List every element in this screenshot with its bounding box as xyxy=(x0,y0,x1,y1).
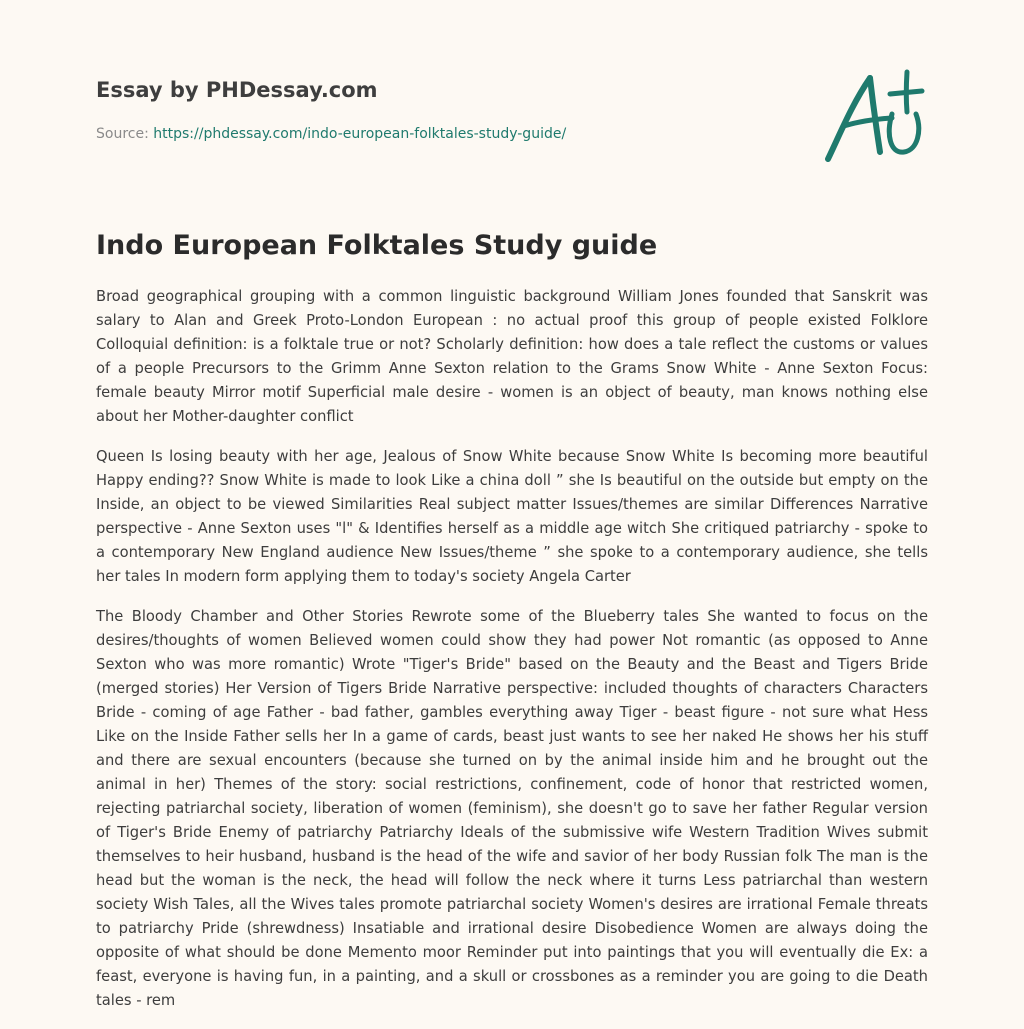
article-paragraph: Broad geographical grouping with a common linguistic background William Jones founded that Sanskrit was salary to Alan and Greek Proto-London European : no actual proof this group of people existed Folklore Colloquial definition: is a folktale true or not? Scholarly definition: how does a tale reflect the customs or values of a people Precursors to the Grimm Anne Sexton relation to the Grams Snow White - Anne Sexton Focus: female beauty Mirror motif Superficial male desire - women is an object of beauty, man knows nothing else about her Mother-daughter conflict xyxy=(96,288,928,425)
a-plus-grade-icon xyxy=(818,64,930,168)
source-label: Source: xyxy=(96,126,154,142)
article-title: Indo European Folktales Study guide xyxy=(96,230,658,261)
article-body xyxy=(96,285,928,1029)
site-brand: Essay by PHDessay.com xyxy=(96,78,378,102)
article-paragraph: The Bloody Chamber and Other Stories Rewrote some of the Blueberry tales She wanted to focus on the desires/thoughts of women Believed women could show they had power Not romantic (as opposed to Anne Sexton who was more romantic) Wrote "Tiger's Bride" based on the Beauty and the Beast and Tigers Bride (merged stories) Her Version of Tigers Bride Narrative perspective: included thoughts of characters Characters Bride - coming of age Father - bad father, gambles everything away Tiger - beast figure - not sure what Hess Like on the Inside Father sells her In a game of cards, beast just wants to see her naked He shows her his stuff and there are sexual encounters (because she turned on by the animal inside him and he brought out the animal in her) Themes of the story: social restrictions, confinement, code of honor that restricted women, rejecting patriarchal society, liberation of women (feminism), she doesn't go to save her father Regular version of Tiger's Bride Enemy of patriarchy Patriarchy Ideals of the submissive wife Western Tradition Wives submit themselves to heir husband, husband is the head of the wife and savior of her body Russian folk The man is the head but the woman is the neck, the head will follow the neck where it turns Less patriarchal than western society Wish Tales, all the Wives tales promote patriarchal society Women's desires are irrational Female threats to patriarchy Pride (shrewdness) Insatiable and irrational desire Disobedience Women are always doing the opposite of what should be done Memento moor Reminder put into paintings that you will eventually die Ex: a feast, everyone is having fun, in a painting, and a skull or crossbones as a reminder you are going to die Death tales - rem xyxy=(96,608,928,1009)
source-link[interactable]: https://phdessay.com/indo-european-folktales-study-guide/ xyxy=(153,126,567,142)
source-line xyxy=(96,124,928,144)
page-header xyxy=(96,76,928,144)
article-paragraph: Queen Is losing beauty with her age, Jealous of Snow White because Snow White Is becoming more beautiful Happy ending?? Snow White is made to look Like a china doll ” she Is beautiful on the outside but empty on the Inside, an object to be viewed Similarities Real subject matter Issues/themes are similar Differences Narrative perspective - Anne Sexton uses "l" & Identifies herself as a middle age witch She critiqued patriarchy - spoke to a contemporary New England audience New Issues/theme ” she spoke to a contemporary audience, she tells her tales In modern form applying them to today's society Angela Carter xyxy=(96,448,928,585)
